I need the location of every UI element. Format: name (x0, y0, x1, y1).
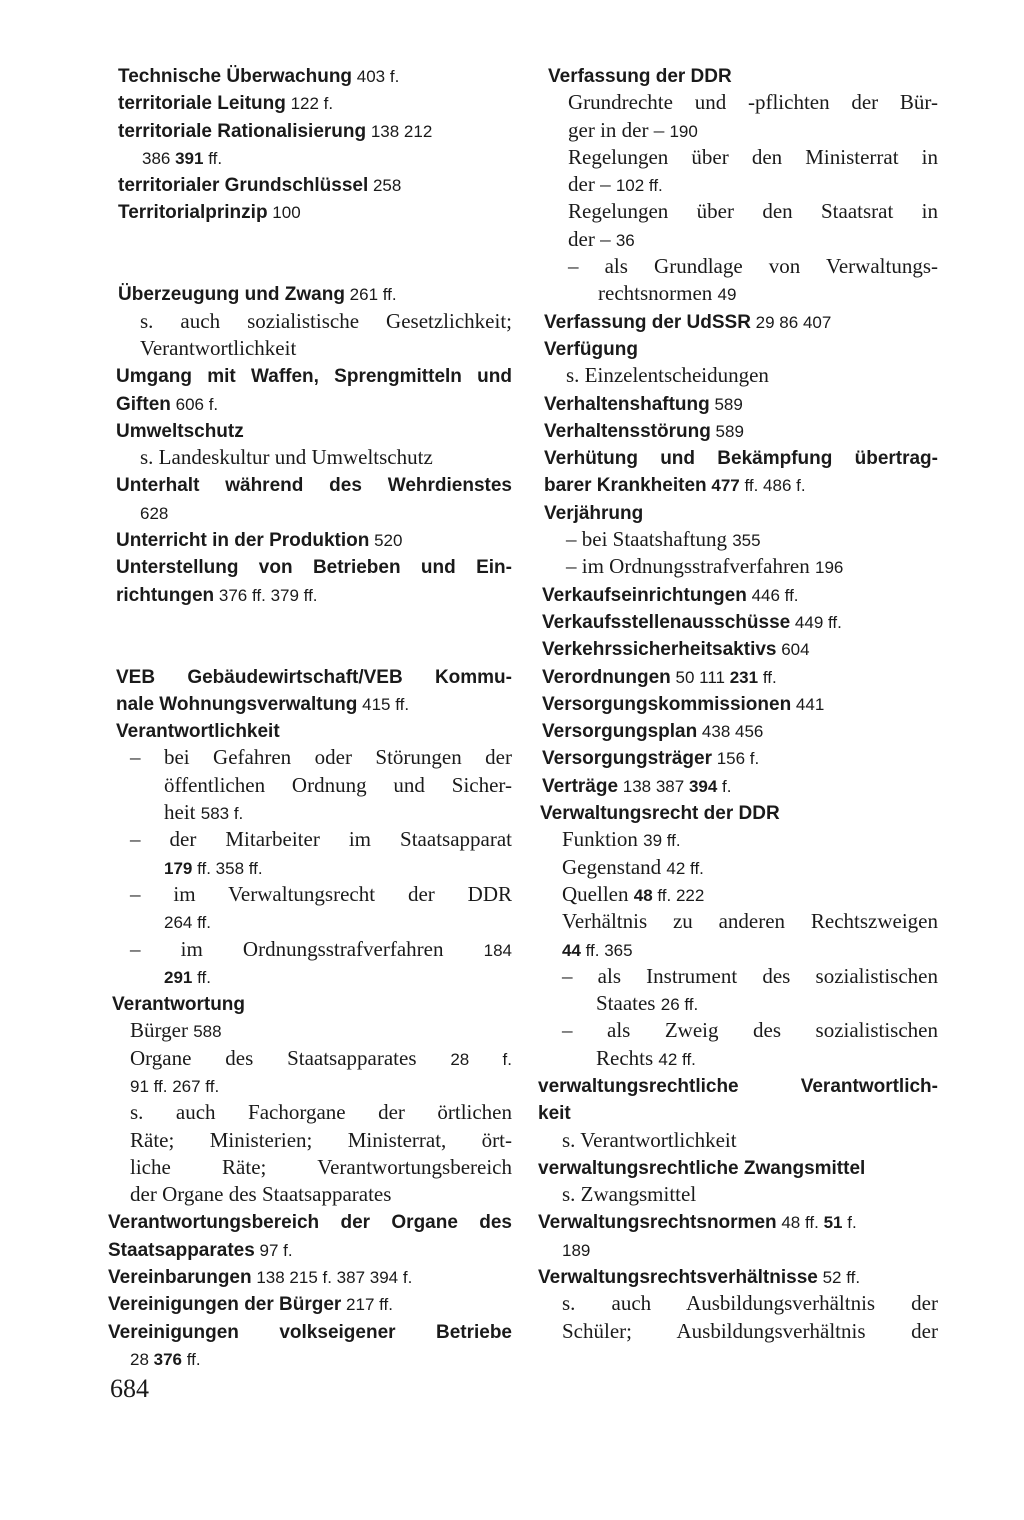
index-line (108, 1099, 512, 1126)
index-keyword: Unterstellung von Betrieben und Ein- (116, 557, 512, 579)
page-reference: 29 86 407 (750, 312, 832, 332)
index-line (538, 1181, 938, 1208)
page-reference: 48 ff. (776, 1213, 824, 1233)
page-reference: 36 (615, 230, 635, 250)
index-line (108, 1290, 512, 1317)
index-text: der – (568, 172, 616, 197)
index-text: – als Zweig des sozialistischen (562, 1018, 938, 1043)
index-keyword: territoriale Rationalisierung (118, 120, 367, 142)
page-reference: ff. (203, 148, 223, 168)
index-text: der Organe des Staatsapparates (130, 1182, 392, 1207)
page-reference: 138 387 (618, 776, 689, 796)
index-line (108, 854, 512, 881)
index-text: s. auch Fachorgane der örtlichen (130, 1100, 512, 1125)
index-keyword: Verwaltungsrechtsverhältnisse (538, 1267, 818, 1289)
page-reference: ff. (758, 667, 777, 687)
index-line (108, 881, 512, 908)
index-line (108, 117, 512, 144)
index-text: Bürger (130, 1018, 194, 1043)
index-text: s. auch sozialistische Gesetzlichkeit; (140, 308, 512, 333)
page-reference: 49 (717, 285, 737, 305)
index-keyword: Verhaltensstörung (544, 420, 711, 442)
page-reference: 589 (710, 421, 744, 441)
index-line (538, 1017, 938, 1044)
page-reference: 376 ff. 379 ff. (214, 585, 318, 605)
index-line (108, 444, 512, 471)
page-reference: 386 (142, 148, 176, 168)
index-line (538, 744, 938, 771)
index-line (108, 1154, 512, 1181)
index-line (538, 717, 938, 744)
page-reference: 97 f. (254, 1240, 293, 1260)
index-line (108, 1017, 512, 1044)
index-line (108, 963, 512, 990)
index-line (538, 253, 938, 280)
index-text: Gegenstand (562, 854, 667, 879)
index-line (538, 390, 938, 417)
index-line (538, 444, 938, 471)
index-keyword: keit (538, 1103, 571, 1125)
index-keyword: Verträge (542, 775, 619, 797)
index-text: Räte; Ministerien; Ministerrat, ört- (130, 1127, 512, 1152)
page-reference: 44 (562, 940, 581, 960)
page-reference: ff. 486 f. (739, 476, 806, 496)
index-line (108, 144, 512, 171)
index-text: rechtsnormen (598, 281, 718, 306)
index-keyword: Verordnungen (542, 666, 671, 688)
index-line (538, 581, 938, 608)
index-keyword: barer Krankheiten (544, 475, 707, 497)
index-keyword: nale Wohnungsverwaltung (116, 693, 358, 715)
index-text: s. Landeskultur und Umweltschutz (140, 445, 433, 470)
index-line (108, 471, 512, 498)
index-line (108, 553, 512, 580)
index-keyword: Vereinbarungen (108, 1267, 252, 1289)
index-line (108, 1045, 512, 1072)
index-keyword: Vereinigungen der Bürger (108, 1294, 342, 1316)
index-line (108, 335, 512, 362)
page-reference: 446 ff. (746, 585, 799, 605)
index-line (108, 362, 512, 389)
index-line (538, 117, 938, 144)
index-line (108, 1072, 512, 1099)
page-reference: ff. (192, 967, 211, 987)
index-line (538, 1318, 938, 1345)
index-line (538, 89, 938, 116)
index-line (538, 362, 938, 389)
index-line (538, 526, 938, 553)
page-reference: 355 (732, 531, 761, 551)
index-line (108, 799, 512, 826)
index-line (538, 908, 938, 935)
index-text: s. auch Ausbildungsverhältnis der (562, 1291, 938, 1316)
index-text: – bei Gefahren oder Störungen der (130, 745, 512, 770)
page-reference: 42 ff. (666, 858, 704, 878)
page-reference: 264 ff. (164, 913, 211, 933)
index-line (108, 308, 512, 335)
index-line (108, 1345, 512, 1372)
page-reference: 179 (164, 858, 193, 878)
index-keyword: richtungen (116, 584, 215, 606)
page-reference: 628 (140, 503, 169, 523)
page-reference: f. (717, 776, 732, 796)
index-line (538, 226, 938, 253)
index-text: s. Zwangsmittel (562, 1182, 697, 1207)
index-keyword: verwaltungsrechtliche Zwangsmittel (538, 1157, 866, 1179)
index-line (538, 417, 938, 444)
index-line (108, 1181, 512, 1208)
index-text: liche Räte; Verantwortungsbereich (130, 1154, 512, 1179)
index-line (538, 1072, 938, 1099)
page-number: 684 (110, 1374, 149, 1403)
index-text: Organe des Staatsapparates (130, 1045, 451, 1070)
index-line (538, 663, 938, 690)
index-keyword: Verantwortlichkeit (116, 721, 280, 743)
index-keyword: Verkehrssicherheitsaktivs (542, 639, 777, 661)
index-keyword: territoriale Leitung (118, 93, 286, 115)
index-text: – im Ordnungsstrafverfahren (566, 554, 816, 579)
index-keyword: Verfassung der UdSSR (544, 311, 751, 333)
index-keyword: Umgang mit Waffen, Sprengmitteln und (116, 366, 512, 388)
index-text: Schüler; Ausbildungsverhältnis der (562, 1318, 938, 1343)
index-keyword: Umweltschutz (116, 420, 244, 442)
index-text: der – (568, 226, 616, 251)
index-line (108, 280, 512, 307)
index-line (108, 526, 512, 553)
index-keyword: Verantwortung (112, 994, 246, 1016)
page-reference: 376 (153, 1349, 183, 1369)
page-reference: 184 (483, 940, 512, 960)
index-line (108, 663, 512, 690)
index-line (108, 390, 512, 417)
index-line (108, 772, 512, 799)
page-reference: 449 ff. (790, 612, 842, 632)
page-reference: 258 (368, 176, 402, 196)
page-reference: 217 ff. (341, 1295, 394, 1315)
index-line (538, 198, 938, 225)
index-line (538, 936, 938, 963)
index-line (538, 1127, 938, 1154)
index-text: s. Einzelentscheidungen (566, 363, 769, 388)
page-reference: 100 (267, 203, 301, 223)
index-text: – bei Staatshaftung (566, 527, 733, 552)
index-line (538, 608, 938, 635)
index-keyword: Versorgungsplan (542, 721, 698, 743)
index-line (538, 799, 938, 826)
index-line (538, 499, 938, 526)
index-column-left (108, 62, 512, 1372)
index-line (538, 1236, 938, 1263)
index-keyword: Verjährung (544, 502, 644, 524)
index-line (538, 772, 938, 799)
index-text: Rechts (596, 1045, 659, 1070)
page-reference: 520 (369, 531, 403, 551)
index-text: ger in der – (568, 117, 670, 142)
page-reference: 26 ff. (660, 995, 699, 1015)
index-line (538, 1263, 938, 1290)
page-reference: 415 ff. (357, 694, 410, 714)
index-line (108, 690, 512, 717)
index-keyword: Technische Überwachung (118, 66, 353, 87)
index-line (108, 744, 512, 771)
page-reference: 583 f. (200, 804, 244, 824)
page-reference: 588 (193, 1022, 222, 1042)
page-reference: 291 (164, 967, 193, 987)
index-line (538, 1290, 938, 1317)
page-reference: 122 f. (285, 94, 334, 114)
page-reference: 231 (729, 667, 759, 687)
index-text: Regelungen über den Staatsrat in (568, 199, 938, 224)
page-reference: 102 ff. (615, 176, 663, 196)
index-line (538, 471, 938, 498)
index-keyword: territorialer Grundschlüssel (118, 175, 369, 197)
page-reference: 261 ff. (344, 285, 397, 305)
page-reference: 477 (711, 476, 740, 496)
page-reference: ff. (182, 1349, 201, 1369)
index-line (108, 908, 512, 935)
index-line (108, 717, 512, 744)
index-line (538, 690, 938, 717)
index-line (538, 990, 938, 1017)
page-reference: 403 f. (352, 67, 400, 86)
page-reference: 391 (175, 148, 204, 168)
index-keyword: Unterricht in der Produktion (116, 530, 370, 552)
index-line (538, 144, 938, 171)
page-reference: 196 (815, 558, 844, 578)
index-text: – als Instrument des sozialistischen (562, 963, 938, 988)
page-reference: 606 f. (170, 394, 219, 414)
index-line (538, 854, 938, 881)
index-text: Regelungen über den Ministerrat in (568, 144, 938, 169)
index-text: Verantwortlichkeit (140, 335, 297, 360)
page-reference: 394 (688, 776, 718, 796)
index-keyword: Versorgungsträger (542, 748, 712, 770)
index-text: Grundrechte und -pflichten der Bür- (568, 90, 938, 115)
index-line (108, 62, 512, 89)
index-text: öffentlichen Ordnung und Sicher- (164, 772, 512, 797)
index-keyword: Staatsapparates (108, 1239, 255, 1261)
page-reference: 438 456 (697, 722, 764, 742)
index-column-right (538, 62, 938, 1345)
index-line (538, 1208, 938, 1235)
index-line (108, 1318, 512, 1345)
index-text: Verhältnis zu anderen Rechtszweigen (562, 909, 938, 934)
index-line (538, 826, 938, 853)
section-gap (108, 635, 512, 662)
index-keyword: Überzeugung und Zwang (118, 284, 345, 306)
index-text: – der Mitarbeiter im Staatsapparat (130, 827, 512, 852)
page-reference: 156 f. (712, 749, 760, 769)
index-text: s. Verantwortlichkeit (562, 1127, 737, 1152)
index-line (538, 280, 938, 307)
index-text: – im Ordnungsstrafverfahren (130, 936, 484, 961)
index-keyword: Verwaltungsrecht der DDR (540, 803, 780, 825)
page-reference: 52 ff. (817, 1268, 861, 1288)
index-line (108, 826, 512, 853)
page-reference: 138 215 f. 387 394 f. (251, 1268, 413, 1288)
page-reference: 441 (791, 694, 825, 714)
page-reference: 589 (709, 394, 743, 414)
index-keyword: Vereinigungen volkseigener Betriebe (108, 1321, 512, 1343)
page-reference: 42 ff. (658, 1049, 696, 1069)
index-line (108, 990, 512, 1017)
index-line (538, 1154, 938, 1181)
index-keyword: Versorgungskommissionen (542, 693, 792, 715)
page-reference: ff. 358 ff. (192, 858, 263, 878)
page-reference: 51 (823, 1213, 843, 1233)
index-keyword: Verkaufsstellenausschüsse (542, 611, 791, 633)
index-text: Quellen (562, 881, 634, 906)
index-text: – als Grundlage von Verwaltungs- (568, 254, 938, 279)
index-line (538, 62, 938, 89)
index-keyword: Verwaltungsrechtsnormen (538, 1212, 777, 1234)
page-reference: 604 (776, 640, 810, 660)
index-line (108, 581, 512, 608)
index-text: Funktion (562, 827, 644, 852)
page-reference: 39 ff. (643, 831, 681, 851)
index-keyword: Verfassung der DDR (548, 66, 732, 87)
index-keyword: Unterhalt während des Wehrdienstes (116, 475, 512, 497)
page-reference: 189 (562, 1240, 591, 1260)
page-reference: 28 (130, 1349, 154, 1369)
index-keyword: verwaltungsrechtliche Verantwortlich- (538, 1075, 938, 1097)
index-line (108, 417, 512, 444)
index-line (108, 936, 512, 963)
page-reference: 48 (633, 885, 653, 905)
index-keyword: Territorialprinzip (118, 202, 268, 224)
section-gap (108, 608, 512, 635)
page-reference: 190 (669, 121, 698, 141)
index-line (538, 881, 938, 908)
index-line (538, 1099, 938, 1126)
page-reference: 28 f. (450, 1049, 512, 1069)
index-line (108, 1127, 512, 1154)
index-line (538, 335, 938, 362)
index-keyword: Verhaltenshaftung (544, 393, 710, 415)
page-reference: 91 ff. 267 ff. (130, 1076, 220, 1096)
index-line (538, 308, 938, 335)
index-line (108, 171, 512, 198)
index-line (538, 553, 938, 580)
page-reference: f. (842, 1213, 857, 1233)
page-reference: ff. 365 (580, 940, 633, 960)
index-keyword: Verfügung (544, 338, 638, 360)
index-line (538, 1045, 938, 1072)
index-line (108, 89, 512, 116)
page-reference: 138 212 (366, 121, 433, 141)
index-text: heit (164, 800, 201, 825)
index-line (108, 1263, 512, 1290)
index-line (108, 1208, 512, 1235)
index-line (108, 499, 512, 526)
index-line (538, 963, 938, 990)
index-keyword: Verantwortungsbereich der Organe des (108, 1212, 512, 1234)
section-gap (108, 253, 512, 280)
index-line (108, 198, 512, 225)
index-line (538, 171, 938, 198)
index-keyword: Verkaufseinrichtungen (542, 584, 747, 606)
index-line (538, 635, 938, 662)
page-reference: ff. 222 (652, 885, 705, 905)
index-line (108, 1236, 512, 1263)
index-keyword: VEB Gebäudewirtschaft/VEB Kommu- (116, 666, 512, 688)
section-gap (108, 226, 512, 253)
index-text: – im Verwaltungsrecht der DDR (130, 881, 512, 906)
page-reference: 50 111 (670, 667, 730, 687)
index-text: Staates (596, 991, 661, 1016)
index-keyword: Giften (116, 393, 171, 415)
index-keyword: Verhütung und Bekämpfung übertrag- (544, 448, 938, 470)
